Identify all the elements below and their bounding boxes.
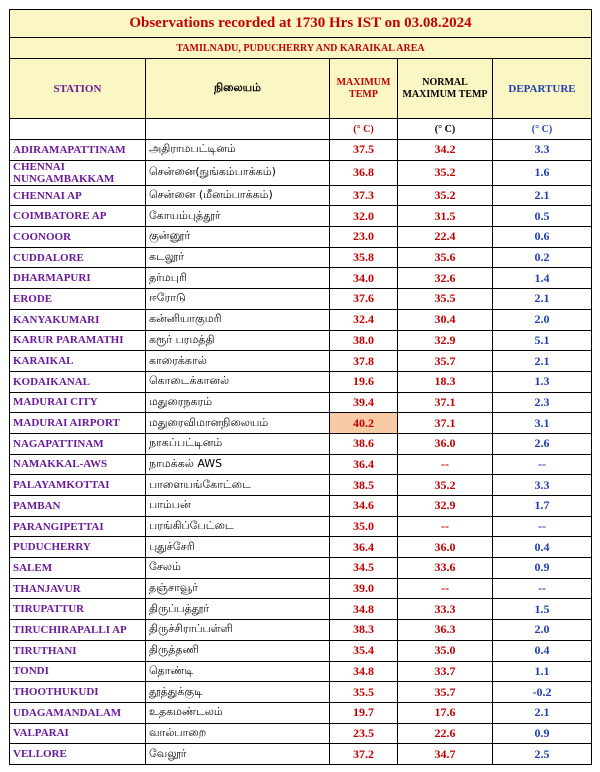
max-temp-value: 34.8 xyxy=(330,661,398,682)
max-temp-value: 37.6 xyxy=(330,289,398,310)
station-name: SALEM xyxy=(10,558,146,579)
normal-max-temp-value: 33.6 xyxy=(398,558,493,579)
normal-max-temp-value: 37.1 xyxy=(398,392,493,413)
departure-value: -- xyxy=(493,454,592,475)
station-name-tamil: அதிராமபட்டினம் xyxy=(146,140,330,161)
max-temp-value: 19.7 xyxy=(330,702,398,723)
departure-value: 0.5 xyxy=(493,206,592,227)
normal-max-temp-value: 17.6 xyxy=(398,702,493,723)
unit-normal: (° C) xyxy=(398,119,493,140)
station-name: TIRUCHIRAPALLI AP xyxy=(10,620,146,641)
normal-max-temp-value: 32.6 xyxy=(398,268,493,289)
station-name: KARAIKAL xyxy=(10,351,146,372)
unit-departure: (° C) xyxy=(493,119,592,140)
normal-max-temp-value: 33.7 xyxy=(398,661,493,682)
table-row xyxy=(10,371,592,392)
station-name-tamil: பாளையங்கோட்டை xyxy=(146,475,330,496)
header-station: STATION xyxy=(10,59,146,119)
table-row xyxy=(10,640,592,661)
station-name: PARANGIPETTAI xyxy=(10,516,146,537)
normal-max-temp-value: 32.9 xyxy=(398,496,493,517)
max-temp-value: 38.6 xyxy=(330,433,398,454)
table-row xyxy=(10,537,592,558)
table-row xyxy=(10,558,592,579)
max-temp-value: 35.4 xyxy=(330,640,398,661)
station-name: DHARMAPURI xyxy=(10,268,146,289)
normal-max-temp-value: 35.5 xyxy=(398,289,493,310)
station-name: TIRUTHANI xyxy=(10,640,146,661)
departure-value: 2.1 xyxy=(493,702,592,723)
max-temp-value: 32.4 xyxy=(330,309,398,330)
table-row xyxy=(10,413,592,434)
station-name: KANYAKUMARI xyxy=(10,309,146,330)
normal-max-temp-value: 22.4 xyxy=(398,227,493,248)
station-name-tamil: வால்பாறை xyxy=(146,723,330,744)
departure-value: 0.4 xyxy=(493,640,592,661)
departure-value: 3.1 xyxy=(493,413,592,434)
max-temp-value: 38.0 xyxy=(330,330,398,351)
departure-value: 2.1 xyxy=(493,185,592,206)
station-name: UDAGAMANDALAM xyxy=(10,702,146,723)
normal-max-temp-value: 36.0 xyxy=(398,433,493,454)
station-name: KODAIKANAL xyxy=(10,371,146,392)
table-row xyxy=(10,682,592,703)
station-name-tamil: கோயம்புத்தூர் xyxy=(146,206,330,227)
station-name: COIMBATORE AP xyxy=(10,206,146,227)
departure-value: 2.3 xyxy=(493,392,592,413)
table-row xyxy=(10,330,592,351)
table-row xyxy=(10,496,592,517)
station-name-tamil: கடலூர் xyxy=(146,247,330,268)
table-row xyxy=(10,578,592,599)
unit-tamil-empty xyxy=(146,119,330,140)
max-temp-value: 23.5 xyxy=(330,723,398,744)
max-temp-value: 37.2 xyxy=(330,744,398,765)
table-row xyxy=(10,268,592,289)
departure-value: 1.7 xyxy=(493,496,592,517)
normal-max-temp-value: 37.1 xyxy=(398,413,493,434)
normal-max-temp-value: 35.6 xyxy=(398,247,493,268)
station-name: TONDI xyxy=(10,661,146,682)
station-name: THANJAVUR xyxy=(10,578,146,599)
station-name: NAGAPATTINAM xyxy=(10,433,146,454)
station-name-tamil: கன்னியாகுமரி xyxy=(146,309,330,330)
table-row xyxy=(10,309,592,330)
departure-value: 2.0 xyxy=(493,309,592,330)
station-name: ERODE xyxy=(10,289,146,310)
station-name-tamil: குன்னூர் xyxy=(146,227,330,248)
table-row xyxy=(10,160,592,185)
table-row xyxy=(10,351,592,372)
table-row xyxy=(10,744,592,765)
departure-value: 3.3 xyxy=(493,475,592,496)
station-name: VALPARAI xyxy=(10,723,146,744)
departure-value: 1.1 xyxy=(493,661,592,682)
station-name-tamil: திருத்தணி xyxy=(146,640,330,661)
table-row xyxy=(10,702,592,723)
departure-value: 1.6 xyxy=(493,160,592,185)
station-name-tamil: தூத்துக்குடி xyxy=(146,682,330,703)
departure-value: 1.4 xyxy=(493,268,592,289)
normal-max-temp-value: 30.4 xyxy=(398,309,493,330)
header-station-tamil: நிலையம் xyxy=(146,59,330,119)
header-departure: DEPARTURE xyxy=(493,59,592,119)
station-name: PUDUCHERRY xyxy=(10,537,146,558)
table-row xyxy=(10,289,592,310)
normal-max-temp-value: 35.0 xyxy=(398,640,493,661)
station-name-tamil: பாம்பன் xyxy=(146,496,330,517)
table-row xyxy=(10,206,592,227)
departure-value: -0.2 xyxy=(493,682,592,703)
unit-max: (° C) xyxy=(330,119,398,140)
normal-max-temp-value: 34.7 xyxy=(398,744,493,765)
station-name: CHENNAI AP xyxy=(10,185,146,206)
max-temp-value: 19.6 xyxy=(330,371,398,392)
station-name-tamil: தர்மபுரி xyxy=(146,268,330,289)
station-name-tamil: திருப்பத்தூர் xyxy=(146,599,330,620)
table-row xyxy=(10,475,592,496)
station-name: MADURAI CITY xyxy=(10,392,146,413)
max-temp-value: 37.8 xyxy=(330,351,398,372)
station-name-tamil: திருச்சிராப்பள்ளி xyxy=(146,620,330,641)
normal-max-temp-value: 35.2 xyxy=(398,185,493,206)
max-temp-value: 39.4 xyxy=(330,392,398,413)
departure-value: 0.9 xyxy=(493,558,592,579)
table-row xyxy=(10,185,592,206)
normal-max-temp-value: -- xyxy=(398,454,493,475)
departure-value: -- xyxy=(493,516,592,537)
station-name-tamil: கரூர் பரமத்தி xyxy=(146,330,330,351)
normal-max-temp-value: -- xyxy=(398,516,493,537)
departure-value: 1.3 xyxy=(493,371,592,392)
station-name: CUDDALORE xyxy=(10,247,146,268)
normal-max-temp-value: 36.0 xyxy=(398,537,493,558)
header-normal-max-temp: NORMAL MAXIMUM TEMP xyxy=(398,59,493,119)
max-temp-value: 35.5 xyxy=(330,682,398,703)
table-row xyxy=(10,454,592,475)
normal-max-temp-value: 35.7 xyxy=(398,682,493,703)
report-title: Observations recorded at 1730 Hrs IST on 03.08.2024 xyxy=(10,10,592,38)
departure-value: 2.1 xyxy=(493,289,592,310)
max-temp-value: 40.2 xyxy=(330,413,398,434)
station-name: KARUR PARAMATHI xyxy=(10,330,146,351)
station-name: PALAYAMKOTTAI xyxy=(10,475,146,496)
max-temp-value: 38.5 xyxy=(330,475,398,496)
station-name-tamil: சேலம் xyxy=(146,558,330,579)
station-name: CHENNAI NUNGAMBAKKAM xyxy=(10,160,146,185)
station-name: TIRUPATTUR xyxy=(10,599,146,620)
max-temp-value: 23.0 xyxy=(330,227,398,248)
normal-max-temp-value: 22.6 xyxy=(398,723,493,744)
station-name-tamil: மதுரைவிமானநிலையம் xyxy=(146,413,330,434)
station-name: ADIRAMAPATTINAM xyxy=(10,140,146,161)
station-name-tamil: பரங்கிப்பேட்டை xyxy=(146,516,330,537)
max-temp-value: 37.3 xyxy=(330,185,398,206)
normal-max-temp-value: 35.7 xyxy=(398,351,493,372)
max-temp-value: 39.0 xyxy=(330,578,398,599)
station-name-tamil: கொடைக்கானல் xyxy=(146,371,330,392)
max-temp-value: 35.0 xyxy=(330,516,398,537)
station-name-tamil: தொண்டி xyxy=(146,661,330,682)
departure-value: -- xyxy=(493,578,592,599)
max-temp-value: 35.8 xyxy=(330,247,398,268)
normal-max-temp-value: 33.3 xyxy=(398,599,493,620)
station-name-tamil: மதுரைநகரம் xyxy=(146,392,330,413)
station-name-tamil: ஈரோடு xyxy=(146,289,330,310)
max-temp-value: 38.3 xyxy=(330,620,398,641)
table-row xyxy=(10,227,592,248)
departure-value: 1.5 xyxy=(493,599,592,620)
normal-max-temp-value: -- xyxy=(398,578,493,599)
report-subtitle: TAMILNADU, PUDUCHERRY AND KARAIKAL AREA xyxy=(10,38,592,59)
station-name: NAMAKKAL-AWS xyxy=(10,454,146,475)
normal-max-temp-value: 31.5 xyxy=(398,206,493,227)
unit-station-empty xyxy=(10,119,146,140)
observation-report xyxy=(9,9,591,765)
departure-value: 0.9 xyxy=(493,723,592,744)
station-name: COONOOR xyxy=(10,227,146,248)
table-row xyxy=(10,661,592,682)
table-row xyxy=(10,392,592,413)
max-temp-value: 36.8 xyxy=(330,160,398,185)
station-name-tamil: சென்னை(நுங்கம்பாக்கம்) xyxy=(146,160,330,185)
departure-value: 2.6 xyxy=(493,433,592,454)
max-temp-value: 34.6 xyxy=(330,496,398,517)
departure-value: 0.2 xyxy=(493,247,592,268)
departure-value: 2.5 xyxy=(493,744,592,765)
table-row xyxy=(10,140,592,161)
departure-value: 5.1 xyxy=(493,330,592,351)
departure-value: 0.4 xyxy=(493,537,592,558)
max-temp-value: 37.5 xyxy=(330,140,398,161)
normal-max-temp-value: 32.9 xyxy=(398,330,493,351)
max-temp-value: 34.5 xyxy=(330,558,398,579)
station-name-tamil: வேலூர் xyxy=(146,744,330,765)
normal-max-temp-value: 35.2 xyxy=(398,160,493,185)
max-temp-value: 32.0 xyxy=(330,206,398,227)
table-row xyxy=(10,723,592,744)
header-max-temp: MAXIMUM TEMP xyxy=(330,59,398,119)
departure-value: 2.1 xyxy=(493,351,592,372)
table-row xyxy=(10,247,592,268)
departure-value: 0.6 xyxy=(493,227,592,248)
normal-max-temp-value: 34.2 xyxy=(398,140,493,161)
station-name-tamil: காரைக்கால் xyxy=(146,351,330,372)
table-row xyxy=(10,433,592,454)
observation-table xyxy=(9,9,592,765)
normal-max-temp-value: 36.3 xyxy=(398,620,493,641)
table-row xyxy=(10,516,592,537)
station-name: THOOTHUKUDI xyxy=(10,682,146,703)
normal-max-temp-value: 18.3 xyxy=(398,371,493,392)
station-name-tamil: தஞ்சாவூர் xyxy=(146,578,330,599)
station-name: PAMBAN xyxy=(10,496,146,517)
station-name: MADURAI AIRPORT xyxy=(10,413,146,434)
max-temp-value: 34.8 xyxy=(330,599,398,620)
departure-value: 2.0 xyxy=(493,620,592,641)
normal-max-temp-value: 35.2 xyxy=(398,475,493,496)
max-temp-value: 34.0 xyxy=(330,268,398,289)
station-name-tamil: நாமக்கல் AWS xyxy=(146,454,330,475)
table-row xyxy=(10,620,592,641)
max-temp-value: 36.4 xyxy=(330,537,398,558)
departure-value: 3.3 xyxy=(493,140,592,161)
station-name-tamil: நாகப்பட்டினம் xyxy=(146,433,330,454)
table-row xyxy=(10,599,592,620)
station-name: VELLORE xyxy=(10,744,146,765)
station-name-tamil: புதுச்சேரி xyxy=(146,537,330,558)
station-name-tamil: உதகமண்டலம் xyxy=(146,702,330,723)
max-temp-value: 36.4 xyxy=(330,454,398,475)
station-name-tamil: சென்னை (மீனம்பாக்கம்) xyxy=(146,185,330,206)
